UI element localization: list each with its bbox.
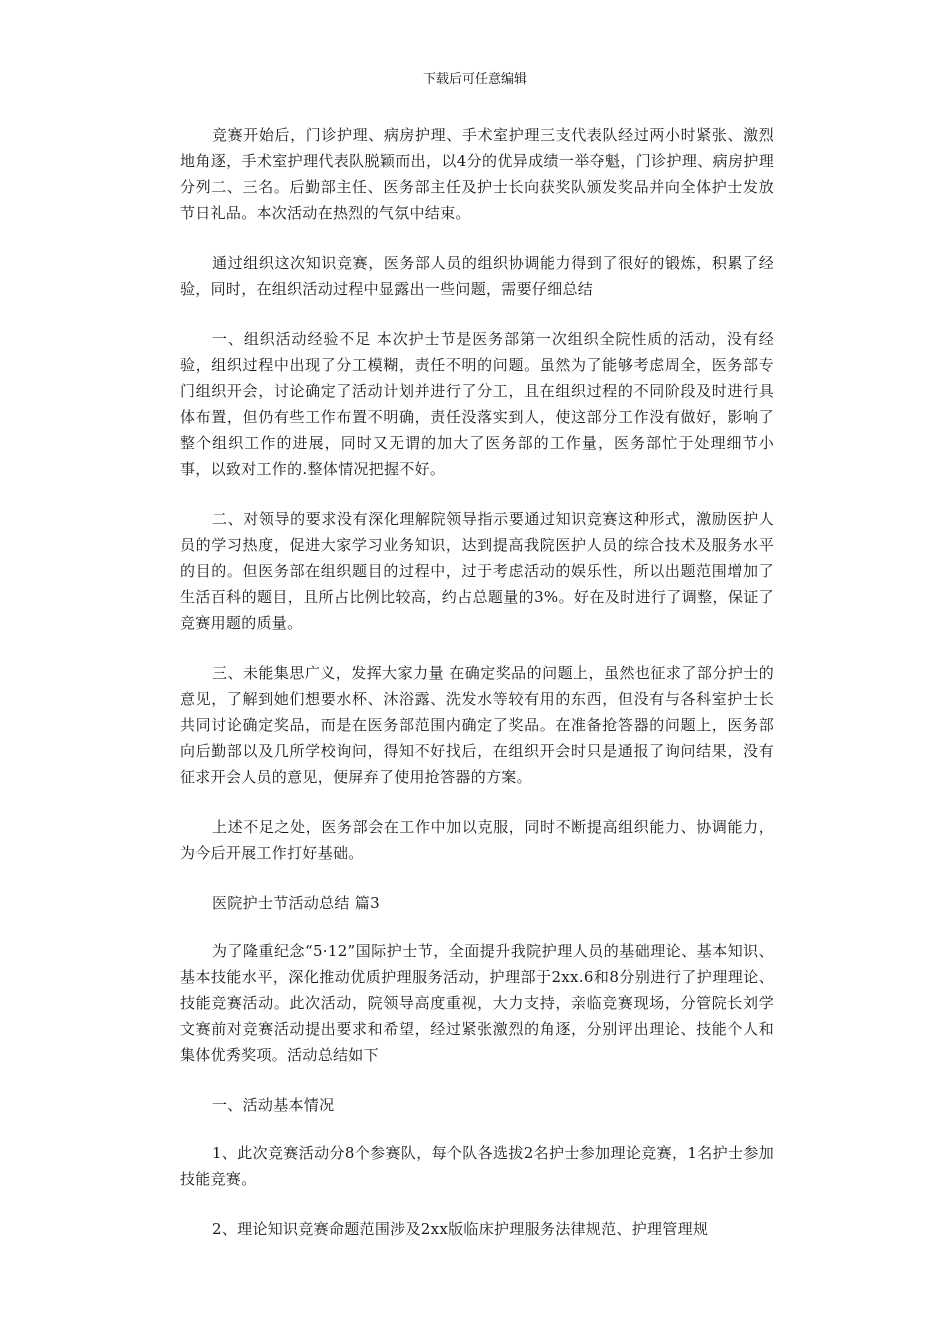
paragraph-item-one: 1、此次竞赛活动分8个参赛队，每个队各选拔2名护士参加理论竞赛，1名护士参加技能竞赛。: [180, 1144, 774, 1188]
subheading-basic-situation: 一、活动基本情况: [212, 1096, 335, 1114]
section-heading-part-3: 医院护士节活动总结 篇3: [212, 894, 380, 912]
paragraph-issue-one: 一、组织活动经验不足 本次护士节是医务部第一次组织全院性质的活动，没有经验，组织过程中出现了分工模糊，责任不明的问题。虽然为了能够考虑周全，医务部专门组织开会，讨论确定了活动计划并进行了分工，且在组织过程的不同阶段及时进行具体布置，但仍有些工作布置不明确，责任没落实到人，使这部分工作没有做好，影响了整个组织工作的进展，同时又无谓的加大了医务部的工作量，医务部忙于处理细节小事，以致对工作的.整体情况把握不好。: [180, 330, 774, 478]
paragraph-summary-intro: 通过组织这次知识竞赛，医务部人员的组织协调能力得到了很好的锻炼，积累了经验，同时，在组织活动过程中显露出一些问题，需要仔细总结: [180, 254, 774, 298]
paragraph-conclusion: 上述不足之处，医务部会在工作中加以克服，同时不断提高组织能力、协调能力，为今后开展工作打好基础。: [180, 818, 774, 862]
document-body: [180, 122, 774, 1266]
page-header-note: 下载后可任意编辑: [422, 72, 527, 87]
paragraph-item-two: 2、理论知识竞赛命题范围涉及2xx版临床护理服务法律规范、护理管理规: [212, 1220, 709, 1238]
paragraph-issue-three: 三、未能集思广义，发挥大家力量 在确定奖品的问题上，虽然也征求了部分护士的意见，了解到她们想要水杯、沐浴露、洗发水等较有用的东西，但没有与各科室护士长共同讨论确定奖品，而是在医务部范围内确定了奖品。在准备抢答器的问题上，医务部向后勤部以及几所学校询问，得知不好找后，在组织开会时只是通报了询问结果，没有征求开会人员的意见，便屏弃了使用抢答器的方案。: [180, 664, 774, 786]
paragraph-part3-intro: 为了隆重纪念“5·12”国际护士节，全面提升我院护理人员的基础理论、基本知识、基本技能水平，深化推动优质护理服务活动，护理部于2xx.6和8分别进行了护理理论、技能竞赛活动。此次活动，院领导高度重视，大力支持，亲临竞赛现场，分管院长刘学文赛前对竞赛活动提出要求和希望，经过紧张激烈的角逐，分别评出理论、技能个人和集体优秀奖项。活动总结如下: [180, 942, 774, 1064]
paragraph-issue-two: 二、对领导的要求没有深化理解院领导指示要通过知识竞赛这种形式，激励医护人员的学习热度，促进大家学习业务知识，达到提高我院医护人员的综合技术及服务水平的目的。但医务部在组织题目的过程中，过于考虑活动的娱乐性，所以出题范围增加了生活百科的题目，且所占比例比较高，约占总题量的3%。好在及时进行了调整，保证了竞赛用题的质量。: [180, 510, 774, 632]
paragraph-competition-result: 竞赛开始后，门诊护理、病房护理、手术室护理三支代表队经过两小时紧张、激烈地角逐，手术室护理代表队脱颖而出，以4分的优异成绩一举夺魁，门诊护理、病房护理分列二、三名。后勤部主任、医务部主任及护士长向获奖队颁发奖品并向全体护士发放节日礼品。本次活动在热烈的气氛中结束。: [180, 126, 774, 222]
